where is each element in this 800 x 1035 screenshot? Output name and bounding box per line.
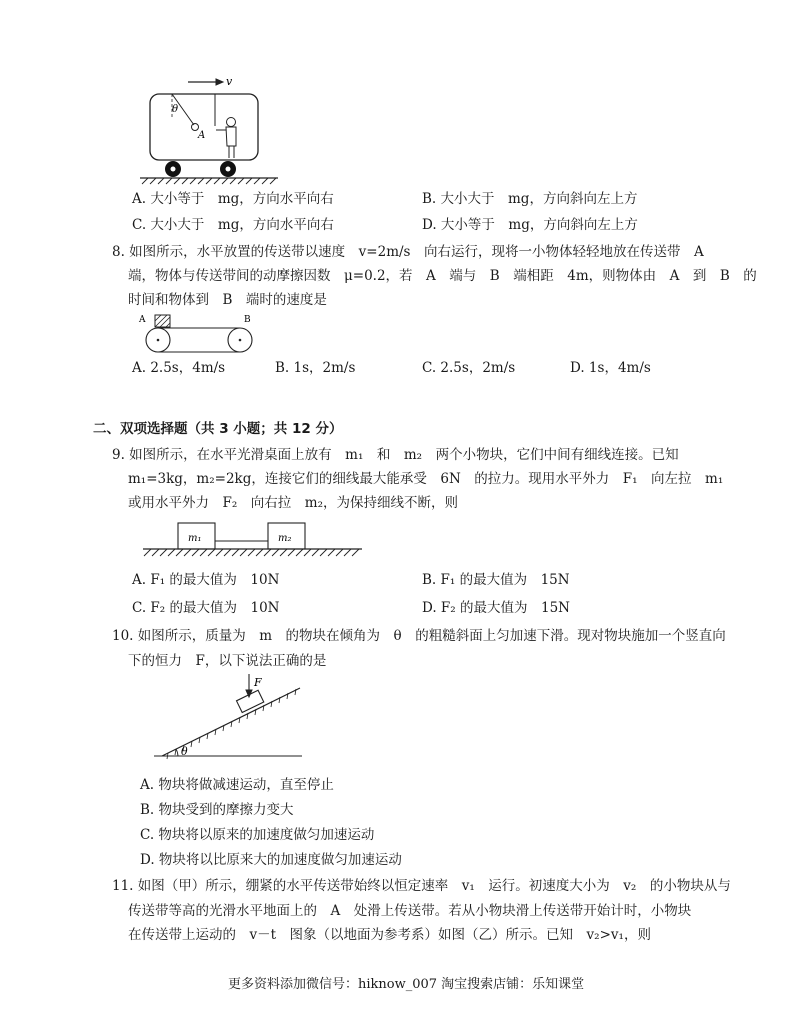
q8-conveyor-figure: [136, 310, 266, 360]
q10-stem-line-2: 下的恒力 F，以下说法正确的是: [128, 653, 327, 669]
q10-option-d: D. 物块将以比原来大的加速度做匀加速运动: [140, 852, 402, 868]
ground-hatching: [142, 178, 276, 184]
q11-stem-line-1: 11. 如图（甲）所示，绷紧的水平传送带始终以恒定速率 v₁ 运行。初速度大小为 v₂ 的小物块从与: [112, 878, 731, 894]
angle-arc: [176, 749, 178, 756]
block-m1-label: m₁: [188, 533, 202, 544]
q9-option-c: C. F₂ 的最大值为 10N: [132, 600, 280, 616]
q10-option-c: C. 物块将以原来的加速度做匀加速运动: [140, 827, 375, 843]
cart-wheels: [165, 161, 236, 177]
q9-option-d: D. F₂ 的最大值为 15N: [422, 600, 570, 616]
end-a-label: A: [139, 315, 146, 325]
table-hatching: [144, 549, 359, 556]
q7-option-d: D. 大小等于 mg，方向斜向左上方: [422, 217, 638, 233]
velocity-arrow: [188, 79, 223, 85]
q11-stem-line-2: 传送带等高的光滑水平地面上的 A 处滑上传送带。若从小物块滑上传送带开始计时，小物块: [128, 903, 692, 919]
q8-option-b: B. 1s，2m/s: [275, 360, 356, 376]
force-f-label: F: [254, 676, 262, 689]
q8-stem-line-3: 时间和物体到 B 端时的速度是: [128, 292, 327, 308]
q9-blocks-figure: [140, 518, 366, 562]
q10-option-a: A. 物块将做减速运动，直至停止: [140, 777, 334, 793]
block-m2-label: m₂: [278, 533, 292, 544]
q9-option-b: B. F₁ 的最大值为 15N: [422, 572, 570, 588]
q10-stem-line-1: 10. 如图所示，质量为 m 的物块在倾角为 θ 的粗糙斜面上匀加速下滑。现对物块施加一个竖直向: [112, 628, 726, 644]
q8-stem-line-2: 端，物体与传送带间的动摩擦因数 μ=0.2，若 A 端与 B 端相距 4m，则物体由 A 到 B 的: [128, 268, 757, 284]
velocity-label: v: [226, 75, 233, 88]
q9-option-a: A. F₁ 的最大值为 10N: [132, 572, 280, 588]
q8-option-c: C. 2.5s，2m/s: [422, 360, 516, 376]
q7-option-b: B. 大小大于 mg，方向斜向左上方: [422, 191, 638, 207]
q9-stem-line-2: m₁=3kg，m₂=2kg，连接它们的细线最大能承受 6N 的拉力。现用水平外力 F₁ 向左拉 m₁: [128, 471, 724, 487]
q7-option-c: C. 大小大于 mg，方向水平向右: [132, 217, 334, 233]
q10-option-b: B. 物块受到的摩擦力变大: [140, 802, 294, 818]
q8-option-a: A. 2.5s，4m/s: [132, 360, 226, 376]
q11-stem-line-3: 在传送带上运动的 v－t 图象（以地面为参考系）如图（乙）所示。已知 v₂>v₁，则: [128, 927, 651, 943]
q7-option-a: A. 大小等于 mg，方向水平向右: [132, 191, 334, 207]
point-a-label: A: [198, 130, 206, 141]
q9-stem-line-3: 或用水平外力 F₂ 向右拉 m₂，为保持细线不断，则: [128, 495, 458, 511]
q10-incline-figure: [150, 672, 310, 762]
theta-label: θ: [172, 104, 179, 115]
section-2-title: 二、双项选择题（共 3 小题；共 12 分）: [93, 421, 343, 437]
q8-option-d: D. 1s，4m/s: [570, 360, 651, 376]
q9-stem-line-1: 9. 如图所示，在水平光滑桌面上放有 m₁ 和 m₂ 两个小物块，它们中间有细线连接。已知: [112, 447, 679, 463]
angle-theta-label: θ: [181, 745, 188, 758]
page-footer: 更多资料添加微信号：hiknow_007 淘宝搜索店铺：乐知课堂: [228, 977, 585, 992]
end-b-label: B: [244, 315, 251, 325]
person-icon: [216, 118, 236, 159]
cart-body: [150, 94, 258, 160]
q8-stem-line-1: 8. 如图所示，水平放置的传送带以速度 v=2m/s 向右运行，现将一小物体轻轻地放在传送带 A: [112, 244, 704, 260]
q7-cart-figure: [130, 70, 280, 185]
